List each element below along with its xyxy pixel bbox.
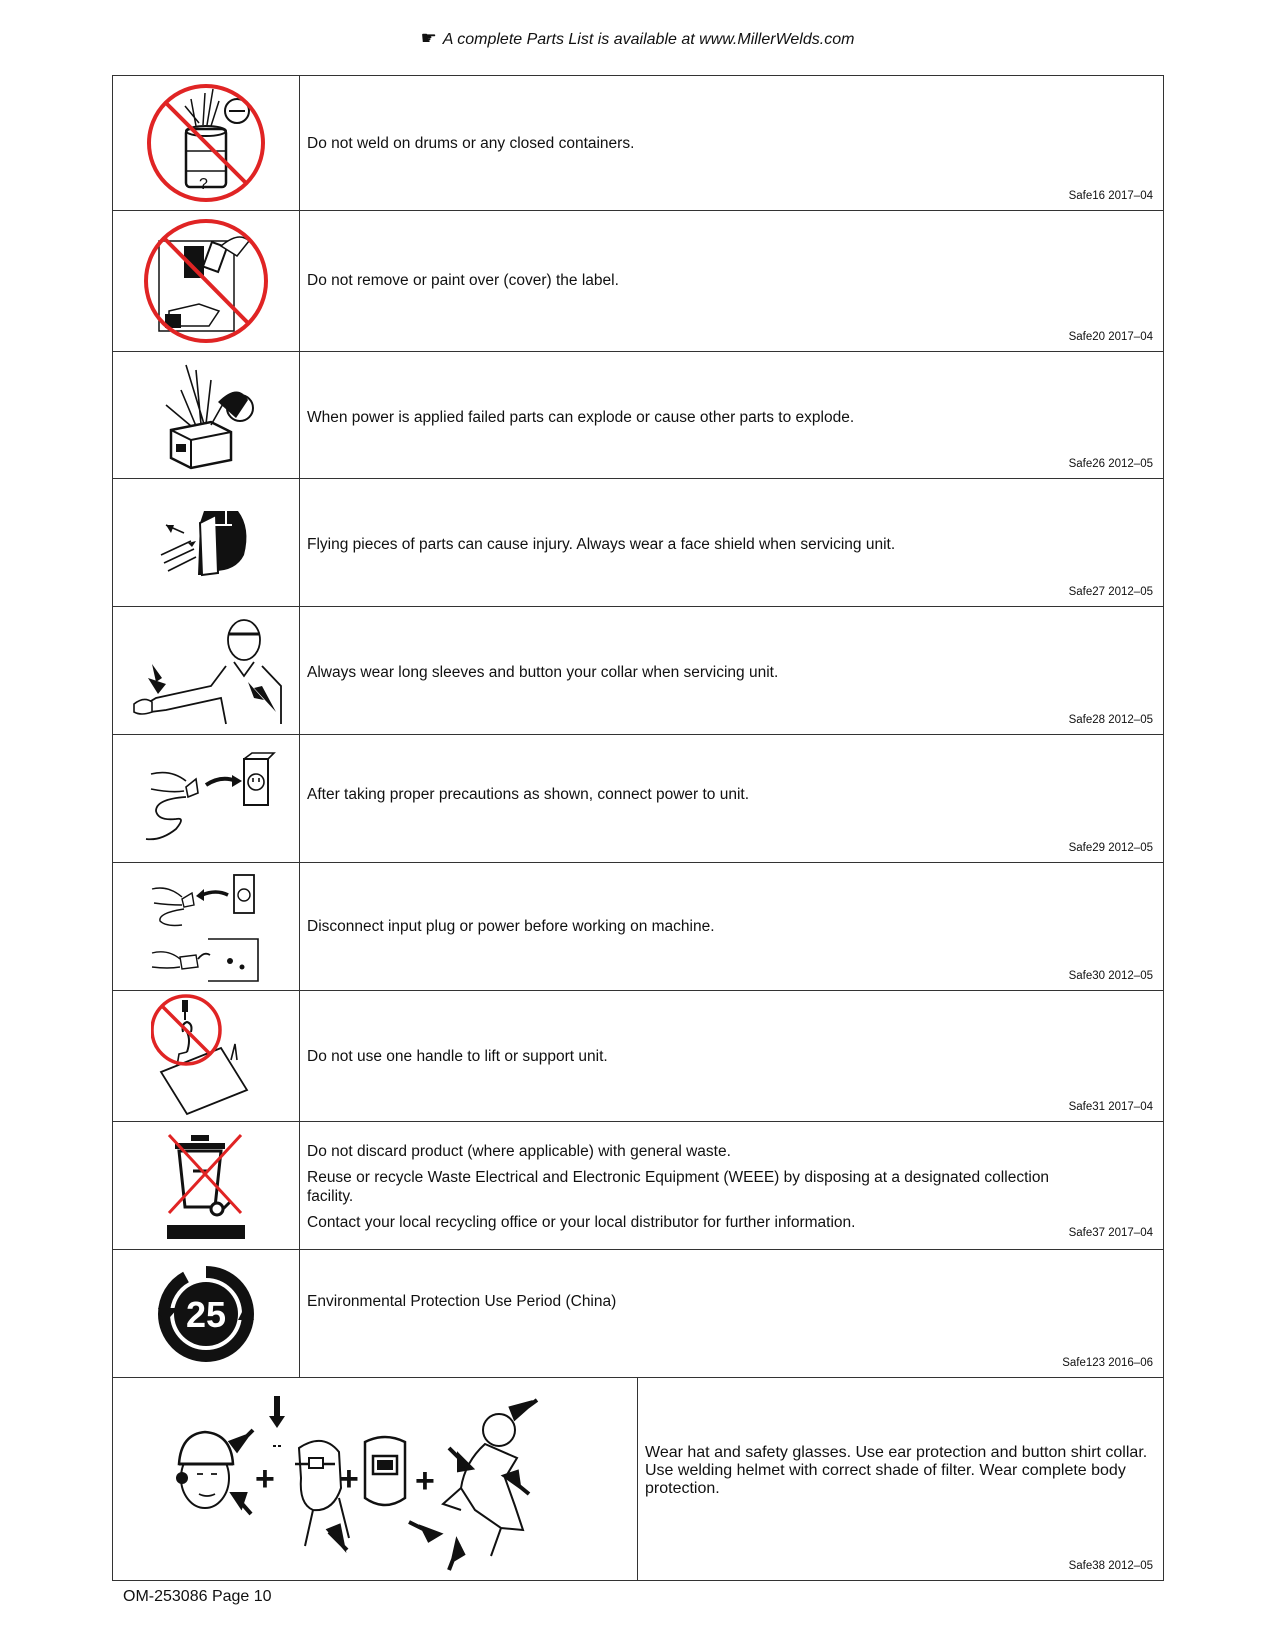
- table-row: [113, 479, 1163, 607]
- text-cell: [307, 991, 1153, 1121]
- table-row: [113, 607, 1163, 735]
- icon-cell: [113, 211, 300, 351]
- page-footer: OM-253086 Page 10: [123, 1588, 272, 1605]
- weee-crossed-bin-icon: [161, 1131, 251, 1241]
- safety-glasses-icon: [269, 1396, 349, 1550]
- text-cell: [307, 352, 1153, 478]
- plus-sign: +: [415, 1462, 435, 1500]
- no-paint-over-label-icon: [139, 216, 274, 346]
- reference-code: Safe27 2012–05: [1068, 586, 1153, 598]
- reference-code: Safe31 2017–04: [1068, 1101, 1153, 1113]
- safety-message: Flying pieces of parts can cause injury. Always wear a face shield when servicing unit.: [307, 536, 896, 553]
- safety-message: Contact your local recycling office or your local distributor for further information.: [307, 1214, 856, 1231]
- reference-code: Safe37 2017–04: [1068, 1227, 1153, 1239]
- table-row: [113, 1250, 1163, 1378]
- disconnect-power-icon: [146, 869, 266, 985]
- text-cell: [307, 607, 1153, 734]
- table-row: [113, 863, 1163, 991]
- icon-cell: [113, 863, 300, 990]
- plus-sign: +: [339, 1460, 359, 1498]
- exploding-parts-icon: [156, 360, 256, 470]
- reference-code: Safe26 2012–05: [1068, 458, 1153, 470]
- epup-25-icon: [156, 1264, 256, 1364]
- icon-cell: [113, 76, 300, 210]
- reference-code: Safe16 2017–04: [1068, 190, 1153, 202]
- text-cell: [307, 863, 1153, 990]
- icon-cell: [113, 991, 300, 1121]
- text-cell: [307, 1250, 1153, 1377]
- connect-power-icon: [136, 749, 276, 849]
- no-single-handle-lift-icon: [151, 994, 261, 1118]
- reference-code: Safe28 2012–05: [1068, 714, 1153, 726]
- safety-message: Do not use one handle to lift or support unit.: [307, 1048, 608, 1065]
- reference-code: Safe123 2016–06: [1062, 1357, 1153, 1369]
- ppe-illustration: [113, 1378, 633, 1578]
- text-cell: [307, 211, 1153, 351]
- safety-message: After taking proper precautions as shown, connect power to unit.: [307, 786, 749, 803]
- ppe-text-cell: [645, 1378, 1153, 1580]
- reference-code: Safe30 2012–05: [1068, 970, 1153, 982]
- reference-code: Safe20 2017–04: [1068, 331, 1153, 343]
- table-row: [113, 352, 1163, 479]
- svg-text:?: ?: [199, 175, 208, 193]
- safety-message: Do not remove or paint over (cover) the label.: [307, 272, 619, 289]
- icon-cell: [113, 1250, 300, 1377]
- table-row: [113, 211, 1163, 352]
- icon-cell: [113, 352, 300, 478]
- icon-cell: [113, 479, 300, 606]
- safety-message: Reuse or recycle Waste Electrical and Electronic Equipment (WEEE) by disposing at a designated collection facility.: [307, 1169, 1050, 1205]
- safety-table: [112, 75, 1164, 1581]
- safety-message: Disconnect input plug or power before working on machine.: [307, 918, 715, 935]
- epup-badge-number: 25: [185, 1293, 227, 1335]
- text-cell: [307, 1122, 1153, 1249]
- icon-cell: [113, 607, 300, 734]
- table-row: [113, 1378, 1163, 1580]
- face-shield-icon: [156, 503, 256, 583]
- reference-code: Safe29 2012–05: [1068, 842, 1153, 854]
- safety-message: Wear hat and safety glasses. Use ear protection and button shirt collar. Use welding helmet with correct shade of filter. Wear complete body protection.: [645, 1444, 1148, 1497]
- page-header: [0, 28, 1275, 49]
- icon-cell: [113, 735, 300, 862]
- parts-list-note: A complete Parts List is available at www.MillerWelds.com: [442, 31, 855, 48]
- welding-helmet-icon: [365, 1437, 405, 1505]
- safety-message: Always wear long sleeves and button your collar when servicing unit.: [307, 664, 779, 681]
- no-welding-on-drums-icon: [141, 81, 271, 206]
- table-row: [113, 1122, 1163, 1250]
- safety-message: Do not discard product (where applicable) with general waste.: [307, 1143, 731, 1160]
- table-row: [113, 735, 1163, 863]
- hat-ear-protection-icon: [176, 1430, 253, 1514]
- icon-cell: [113, 1122, 300, 1249]
- plus-sign: +: [255, 1460, 275, 1498]
- text-cell: [307, 76, 1153, 210]
- table-row: [113, 76, 1163, 211]
- long-sleeves-collar-icon: [126, 616, 286, 726]
- safety-message: Do not weld on drums or any closed containers.: [307, 135, 635, 152]
- ppe-icon-cell: [113, 1378, 638, 1580]
- text-cell: [307, 735, 1153, 862]
- reference-code: Safe38 2012–05: [1068, 1560, 1153, 1572]
- text-cell: [307, 479, 1153, 606]
- pointing-hand-icon: ☛: [420, 28, 437, 48]
- table-row: [113, 991, 1163, 1122]
- safety-message: When power is applied failed parts can explode or cause other parts to explode.: [307, 409, 855, 426]
- safety-message: Environmental Protection Use Period (China): [307, 1293, 617, 1310]
